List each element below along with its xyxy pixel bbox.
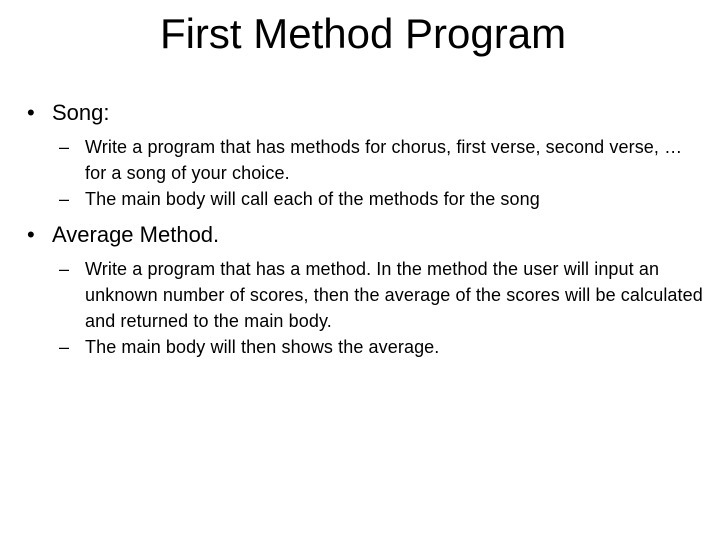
- bullet-marker: •: [27, 222, 35, 247]
- bullet-marker: •: [27, 100, 35, 125]
- section-average-heading: [0, 220, 720, 250]
- section-heading: Song:: [52, 100, 110, 125]
- list-item: [0, 186, 720, 212]
- dash-marker: –: [59, 337, 70, 357]
- list-item-text: Write a program that has a method. In the method the user will input an unknown number of scores, then the average of the scores will be calculated and returned to the main body.: [85, 259, 703, 331]
- list-item-text: The main body will then shows the average.: [85, 337, 440, 357]
- section-song-items: [0, 134, 720, 212]
- dash-marker: –: [59, 137, 70, 157]
- list-item: [0, 256, 720, 334]
- list-item: [0, 134, 720, 186]
- list-item-text: Write a program that has methods for chorus, first verse, second verse, … for a song of your choice.: [85, 137, 683, 183]
- list-item-text: The main body will call each of the methods for the song: [85, 189, 540, 209]
- section-heading: Average Method.: [52, 222, 220, 247]
- dash-marker: –: [59, 189, 70, 209]
- list-item: [0, 334, 720, 360]
- slide-title: First Method Program: [159, 10, 567, 57]
- section-song-heading: [0, 98, 720, 128]
- dash-marker: –: [59, 259, 70, 279]
- section-average-items: [0, 256, 720, 360]
- slide-content: [0, 98, 720, 368]
